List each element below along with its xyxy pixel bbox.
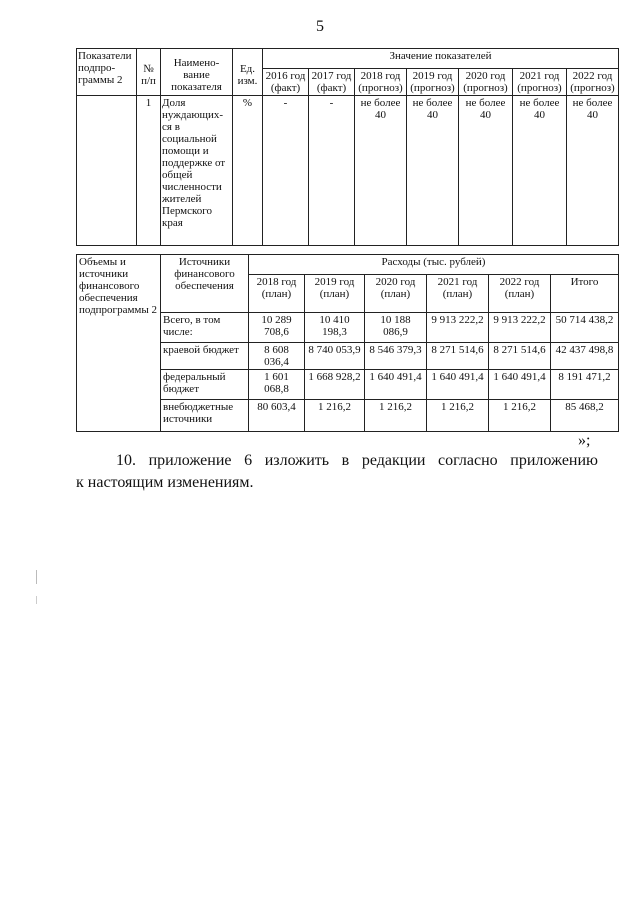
finance-value: 9 913 222,2 [489, 313, 551, 343]
finance-year-header: 2022 год (план) [489, 275, 551, 313]
year-header: 2020 год (прогноз) [459, 69, 513, 96]
year-header: 2021 год (прогноз) [513, 69, 567, 96]
finance-total-header: Итого [551, 275, 619, 313]
finance-value: 50 714 438,2 [551, 313, 619, 343]
indicator-name: Доля нуждающих-ся в социальной помощи и поддержке от общей численности жителей Пермского края [161, 96, 233, 246]
expenses-header: Расходы (тыс. рублей) [249, 255, 619, 275]
finance-value: 85 468,2 [551, 400, 619, 432]
indicator-value: - [309, 96, 355, 246]
finance-value: 1 640 491,4 [365, 370, 427, 400]
col-number-header: № п/п [137, 49, 161, 96]
empty-cell [77, 96, 137, 246]
year-header: 2018 год (прогноз) [355, 69, 407, 96]
col-unit-header: Ед. изм. [233, 49, 263, 96]
finance-table [76, 254, 619, 432]
indicator-value: не более 40 [355, 96, 407, 246]
indicator-value: не более 40 [513, 96, 567, 246]
indicator-value: не более 40 [567, 96, 619, 246]
finance-value: 1 216,2 [365, 400, 427, 432]
finance-value: 8 271 514,6 [427, 343, 489, 370]
finance-value: 10 289 708,6 [249, 313, 305, 343]
finance-year-header: 2019 год (план) [305, 275, 365, 313]
finance-value: 1 216,2 [427, 400, 489, 432]
finance-value: 8 191 471,2 [551, 370, 619, 400]
finance-value: 42 437 498,8 [551, 343, 619, 370]
page-number: 5 [316, 18, 324, 35]
finance-value: 10 410 198,3 [305, 313, 365, 343]
finance-value: 1 601 068,8 [249, 370, 305, 400]
source-cell: краевой бюджет [161, 343, 249, 370]
finance-row-label: Объемы и источники финансового обеспечения подпрограммы 2 [77, 255, 161, 432]
year-header: 2017 год (факт) [309, 69, 355, 96]
scan-artifact [36, 570, 37, 584]
sources-header: Источники финансового обеспечения [161, 255, 249, 313]
row-number: 1 [137, 96, 161, 246]
finance-year-header: 2018 год (план) [249, 275, 305, 313]
finance-value: 1 668 928,2 [305, 370, 365, 400]
finance-year-header: 2021 год (план) [427, 275, 489, 313]
indicator-value: - [263, 96, 309, 246]
finance-value: 10 188 086,9 [365, 313, 427, 343]
finance-value: 1 640 491,4 [489, 370, 551, 400]
finance-value: 1 640 491,4 [427, 370, 489, 400]
year-header: 2022 год (прогноз) [567, 69, 619, 96]
indicators-row-label: Показатели подпро-граммы 2 [77, 49, 137, 96]
indicator-unit: % [233, 96, 263, 246]
source-cell: внебюджетные источники [161, 400, 249, 432]
values-header: Значение показателей [263, 49, 619, 69]
year-header: 2019 год (прогноз) [407, 69, 459, 96]
finance-value: 1 216,2 [305, 400, 365, 432]
finance-value: 9 913 222,2 [427, 313, 489, 343]
col-name-header: Наимено-вание показателя [161, 49, 233, 96]
finance-value: 8 608 036,4 [249, 343, 305, 370]
closing-quote: »; [578, 432, 591, 449]
source-cell: Всего, в том числе: [161, 313, 249, 343]
paragraph-line-1: 10. приложение 6 изложить в редакции согласно приложению [116, 452, 598, 469]
finance-value: 8 740 053,9 [305, 343, 365, 370]
scan-artifact [36, 596, 37, 604]
finance-value: 8 546 379,3 [365, 343, 427, 370]
indicator-value: не более 40 [407, 96, 459, 246]
source-cell: федеральный бюджет [161, 370, 249, 400]
amendment-paragraph [76, 450, 598, 494]
paragraph-line-2: к настоящим изменениям. [76, 474, 254, 491]
finance-value: 1 216,2 [489, 400, 551, 432]
finance-year-header: 2020 год (план) [365, 275, 427, 313]
indicator-value: не более 40 [459, 96, 513, 246]
year-header: 2016 год (факт) [263, 69, 309, 96]
finance-value: 8 271 514,6 [489, 343, 551, 370]
finance-value: 80 603,4 [249, 400, 305, 432]
indicators-table [76, 48, 619, 246]
